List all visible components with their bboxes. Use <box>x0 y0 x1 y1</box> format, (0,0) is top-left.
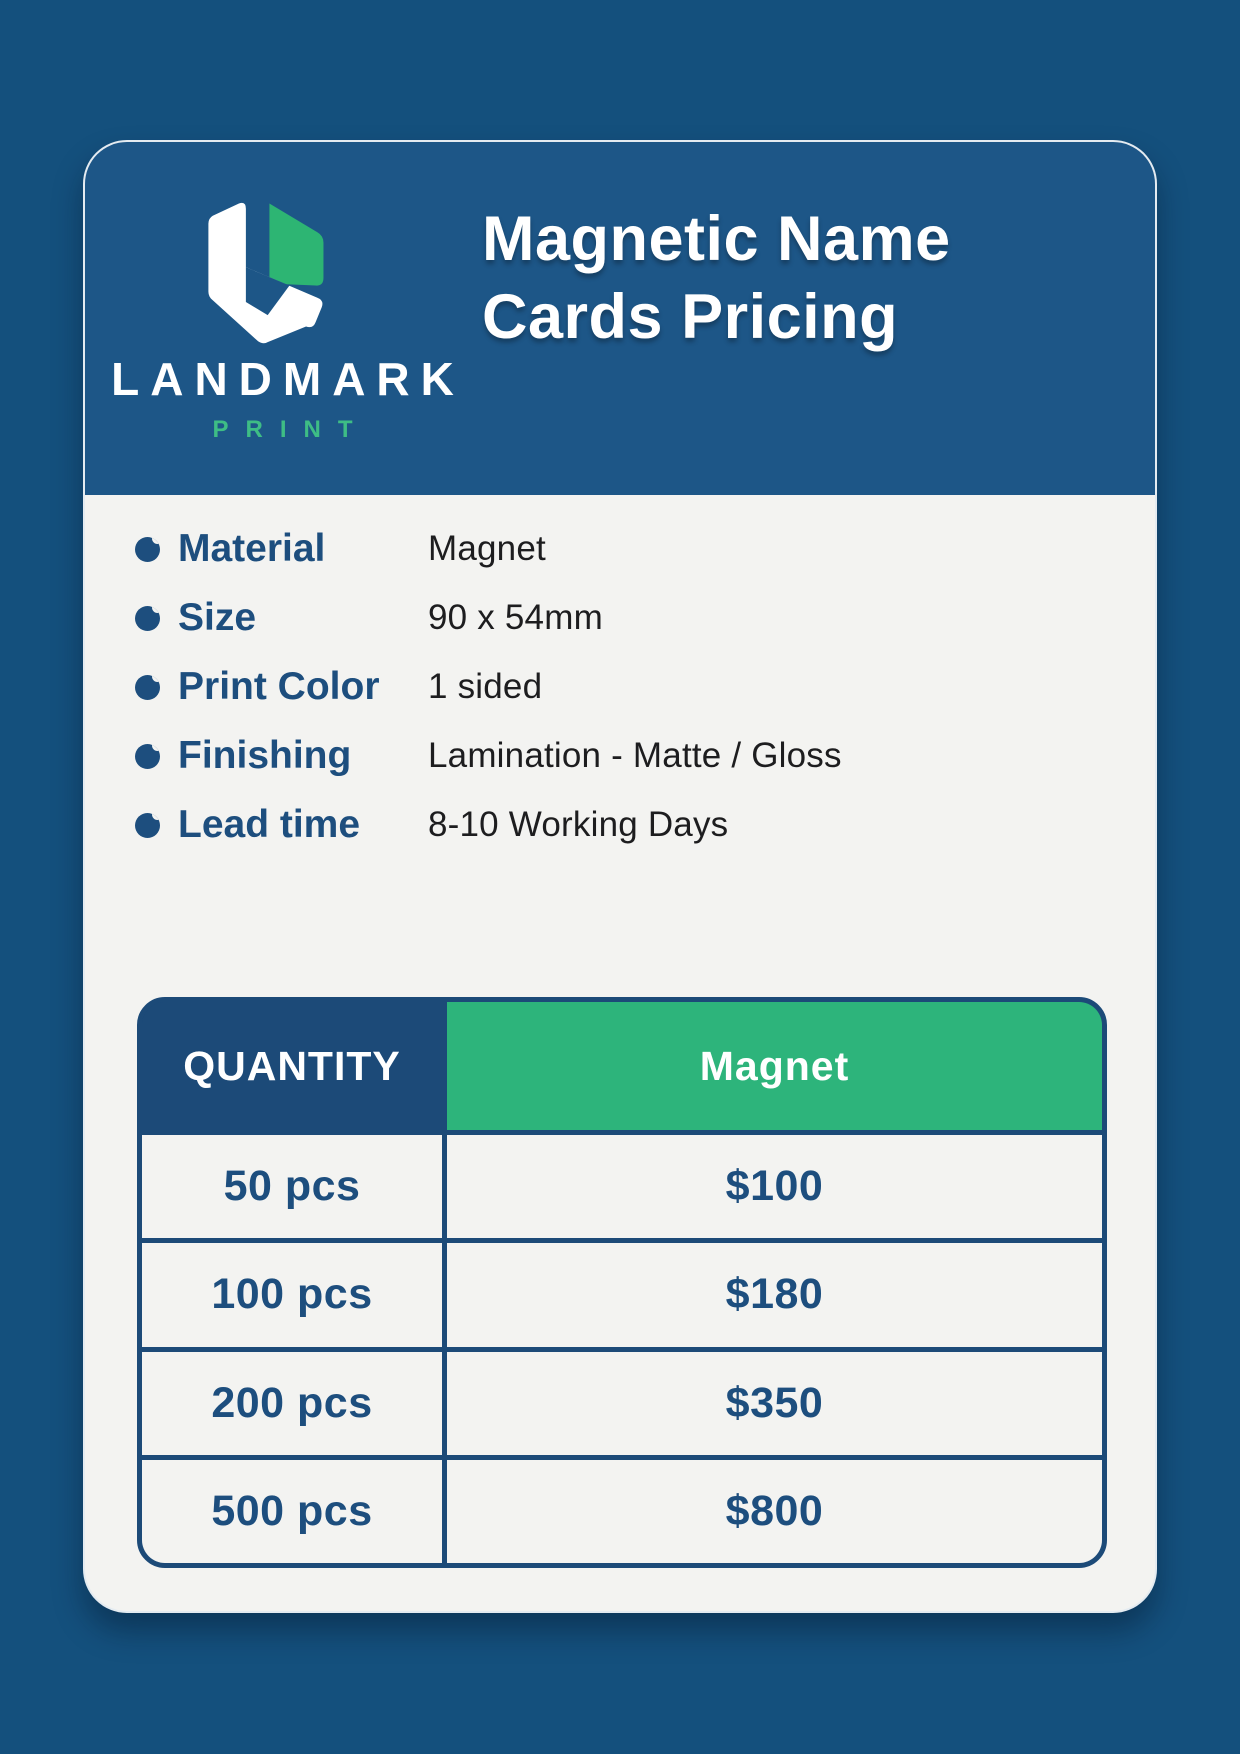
spec-value: Lamination - Matte / Gloss <box>428 736 842 775</box>
spec-label: Lead time <box>178 803 361 846</box>
spec-value: 90 x 54mm <box>428 598 603 637</box>
spec-row-lead-time <box>135 803 1155 847</box>
spec-row-print-color <box>135 665 1155 709</box>
spec-row-finishing <box>135 734 1155 778</box>
bullet-icon <box>135 813 160 838</box>
landmark-logo-icon <box>170 180 395 350</box>
table-header-magnet: Magnet <box>447 1002 1102 1130</box>
page-title-line1: Magnetic Name <box>482 204 951 274</box>
brand-name: LANDMARK <box>111 353 465 405</box>
table-row-qty: 100 pcs <box>142 1243 442 1346</box>
table-header-quantity: QUANTITY <box>142 1002 442 1130</box>
page-title <box>480 142 951 356</box>
table-row-price: $100 <box>447 1135 1102 1238</box>
pricing-table <box>137 997 1107 1568</box>
spec-label: Finishing <box>178 734 352 777</box>
pricing-card <box>83 140 1157 1613</box>
brand-subtitle: PRINT <box>212 416 370 443</box>
spec-row-size <box>135 596 1155 640</box>
bullet-icon <box>135 606 160 631</box>
table-row-qty: 200 pcs <box>142 1352 442 1455</box>
table-row-price: $350 <box>447 1352 1102 1455</box>
table-row-price: $180 <box>447 1243 1102 1346</box>
spec-row-material <box>135 527 1155 571</box>
table-row-price: $800 <box>447 1460 1102 1563</box>
spec-value: Magnet <box>428 529 546 568</box>
table-row-qty: 50 pcs <box>142 1135 442 1238</box>
spec-label: Print Color <box>178 665 380 708</box>
bullet-icon <box>135 537 160 562</box>
spec-label: Material <box>178 527 326 570</box>
card-header <box>85 142 1155 495</box>
bullet-icon <box>135 744 160 769</box>
table-row-qty: 500 pcs <box>142 1460 442 1563</box>
spec-value: 1 sided <box>428 667 543 706</box>
spec-list <box>85 495 1155 847</box>
page-title-line2: Cards Pricing <box>482 282 899 353</box>
spec-label: Size <box>178 596 257 639</box>
brand-block <box>85 142 480 444</box>
spec-value: 8-10 Working Days <box>428 805 729 844</box>
bullet-icon <box>135 675 160 700</box>
